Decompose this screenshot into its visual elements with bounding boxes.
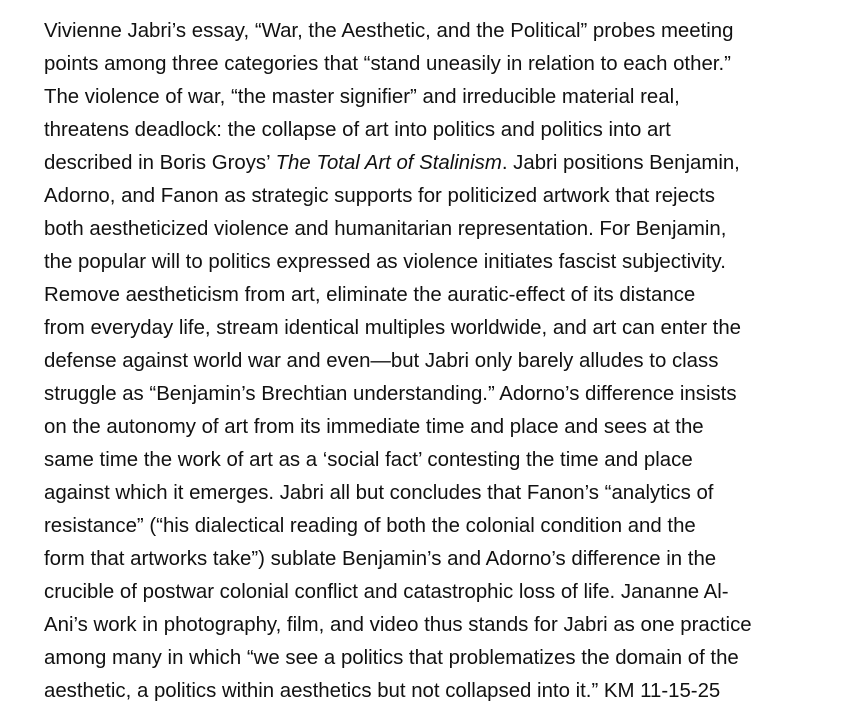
book-title: The Total Art of Stalinism bbox=[275, 152, 502, 174]
essay-line: against which it emerges. Jabri all but concludes that Fanon’s “analytics of bbox=[44, 482, 714, 504]
essay-line: Remove aestheticism from art, eliminate the auratic-effect of its distance bbox=[44, 284, 696, 306]
essay-line: both aestheticized violence and humanitarian representation. For Benjamin, bbox=[44, 218, 727, 240]
essay-line: the popular will to politics expressed as violence initiates fascist subjectivity. bbox=[44, 251, 726, 273]
essay-line: Ani’s work in photography, film, and video thus stands for Jabri as one practice bbox=[44, 614, 752, 636]
essay-line bbox=[44, 147, 834, 180]
essay-line: from everyday life, stream identical multiples worldwide, and art can enter the bbox=[44, 317, 741, 339]
essay-line: on the autonomy of art from its immediate time and place and sees at the bbox=[44, 416, 704, 438]
essay-line: crucible of postwar colonial conflict and catastrophic loss of life. Jananne Al- bbox=[44, 581, 729, 603]
essay-line: The violence of war, “the master signifier” and irreducible material real, bbox=[44, 86, 680, 108]
essay-text bbox=[44, 15, 834, 708]
essay-line: defense against world war and even—but Jabri only barely alludes to class bbox=[44, 350, 719, 372]
essay-line: points among three categories that “stand uneasily in relation to each other.” bbox=[44, 53, 731, 75]
essay-line: struggle as “Benjamin’s Brechtian understanding.” Adorno’s difference insists bbox=[44, 383, 737, 405]
essay-line: same time the work of art as a ‘social fact’ contesting the time and place bbox=[44, 449, 693, 471]
essay-line: Vivienne Jabri’s essay, “War, the Aesthetic, and the Political” probes meeting bbox=[44, 20, 734, 42]
essay-line: aesthetic, a politics within aesthetics but not collapsed into it.” KM 11-15-25 bbox=[44, 680, 721, 702]
essay-line: form that artworks take”) sublate Benjamin’s and Adorno’s difference in the bbox=[44, 548, 717, 570]
essay-line: threatens deadlock: the collapse of art into politics and politics into art bbox=[44, 119, 671, 141]
essay-line-text: described in Boris Groys’ bbox=[44, 152, 276, 174]
essay-line: resistance” (“his dialectical reading of both the colonial condition and the bbox=[44, 515, 696, 537]
essay-line-text: . Jabri positions Benjamin, bbox=[501, 152, 740, 174]
essay-line: Adorno, and Fanon as strategic supports for politicized artwork that rejects bbox=[44, 185, 715, 207]
essay-line: among many in which “we see a politics that problematizes the domain of the bbox=[44, 647, 739, 669]
